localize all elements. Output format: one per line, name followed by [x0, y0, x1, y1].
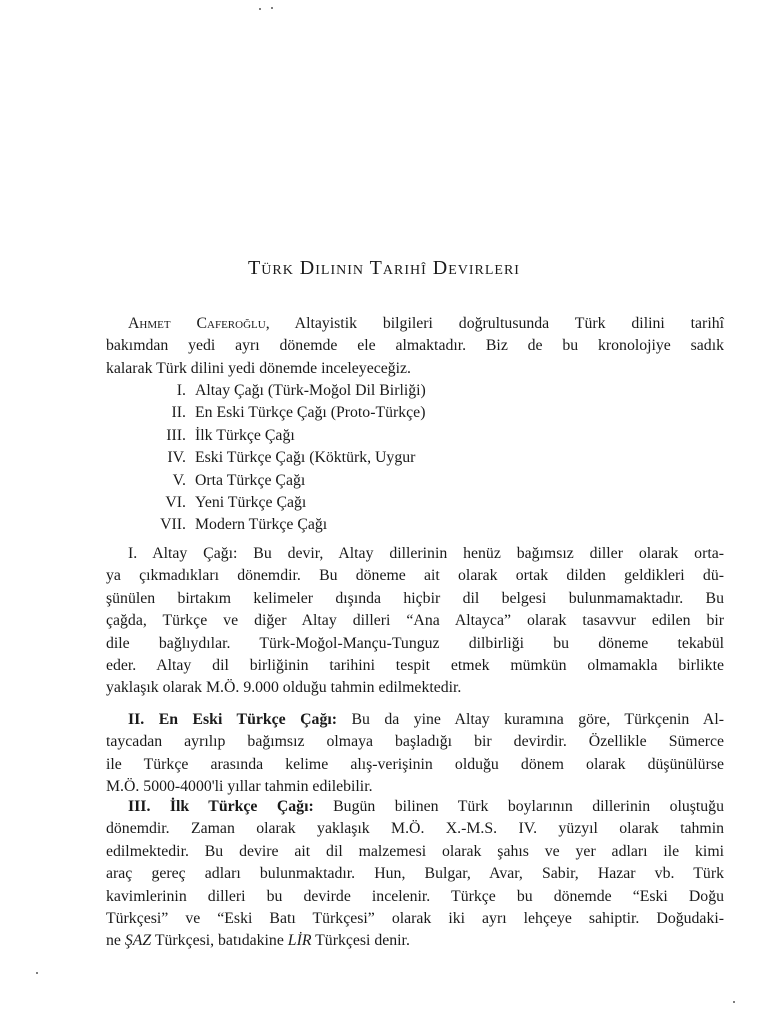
era-item: II. En Eski Türkçe Çağı (Proto-Türkçe)	[171, 404, 426, 422]
term-lir: LİR	[287, 932, 312, 950]
paragraph-line: ne ŞAZ Türkçesi, batıdakine LİR Türkçesi denir.	[106, 932, 410, 950]
paragraph-line: dile bağlıydılar. Türk-Moğol-Mançu-Tunguz dilbirliği bu döneme tekabül	[106, 634, 724, 652]
scan-speck	[259, 8, 261, 10]
section-en-eski-paragraph	[106, 709, 724, 799]
paragraph-line: ile Türkçe arasında kelime alış-verişinin olduğu dönem olarak düşünülürse	[106, 755, 724, 773]
era-item: I. Altay Çağı (Türk-Moğol Dil Birliği)	[176, 382, 426, 399]
intro-line: Ahmet Caferoğlu, Altayistik bilgileri doğrultusunda Türk dilini tarihî	[128, 315, 724, 332]
author-name: Ahmet Caferoğlu	[128, 315, 266, 332]
section-altay-paragraph	[106, 543, 724, 700]
paragraph-line: ya çıkmadıkları dönemdir. Bu döneme ait olarak ortak dilden geldikleri dü-	[106, 567, 724, 585]
paragraph-line: kavimlerinin dilleri bu devirde incelenir. Türkçe bu dönemde “Eski Doğu	[106, 887, 724, 905]
era-item: III. İlk Türkçe Çağı	[166, 426, 295, 444]
paragraph-line: yaklaşık olarak M.Ö. 9.000 olduğu tahmin edilmektedir.	[106, 679, 462, 697]
paragraph-line: III. İlk Türkçe Çağı: Bugün bilinen Türk boylarının dillerinin oluştuğu	[128, 798, 724, 815]
paragraph-line: I. Altay Çağı: Bu devir, Altay dillerinin henüz bağımsız diller olarak orta-	[128, 545, 724, 562]
intro-paragraph	[106, 313, 724, 380]
section-heading: II. En Eski Türkçe Çağı:	[128, 711, 337, 728]
paragraph-line: dönemdir. Zaman olarak yaklaşık M.Ö. X.-M.S. IV. yüzyıl olarak tahmin	[106, 820, 724, 838]
scan-speck	[733, 1001, 735, 1003]
era-item: V. Orta Türkçe Çağı	[172, 471, 306, 489]
section-heading: I. Altay Çağı:	[128, 545, 238, 562]
era-item: IV. Eski Türkçe Çağı (Köktürk, Uygur	[167, 449, 416, 467]
section-ilk-paragraph	[106, 796, 724, 953]
paragraph-line: eder. Altay dil birliğinin tarihini tespit etmek mümkün olmamakla birlikte	[106, 657, 724, 675]
paragraph-line: çağda, Türkçe ve diğer Altay dilleri “Ana Altayca” olarak tasavvur edilen bir	[106, 612, 724, 630]
paragraph-line: taycadan ayrılıp bağımsız olmaya başladığı bir devirdir. Özellikle Sümerce	[106, 733, 724, 751]
era-item: VI. Yeni Türkçe Çağı	[165, 494, 307, 512]
intro-line: bakımdan yedi ayrı dönemde ele almaktadır. Biz de bu kronolojiye sadık	[106, 337, 724, 355]
scan-speck	[271, 7, 273, 9]
term-saz: ŞAZ	[124, 932, 152, 950]
page-title: Türk Dilinin Tarihî Devirleri	[248, 257, 520, 279]
paragraph-line: şünülen birtakım kelimeler dışında hiçbir dil belgesi bulunmamaktadır. Bu	[106, 589, 724, 607]
era-list	[136, 380, 426, 537]
paragraph-line: Türkçesi” ve “Eski Batı Türkçesi” olarak iki ayrı lehçeye sahiptir. Doğudaki-	[106, 910, 724, 928]
intro-line: kalarak Türk dilini yedi dönemde inceleyeceğiz.	[106, 359, 411, 377]
paragraph-line: araç gereç adları bulunmaktadır. Hun, Bulgar, Avar, Sabir, Hazar vb. Türk	[106, 865, 724, 883]
paragraph-line: edilmektedir. Bu devire ait dil malzemesi olarak şahıs ve yer adları ile kimi	[106, 842, 724, 860]
section-heading: III. İlk Türkçe Çağı:	[128, 798, 314, 815]
era-item: VII. Modern Türkçe Çağı	[160, 516, 328, 534]
paragraph-line: II. En Eski Türkçe Çağı: Bu da yine Altay kuramına göre, Türkçenin Al-	[128, 711, 724, 728]
paragraph-line: M.Ö. 5000-4000'li yıllar tahmin edilebilir.	[106, 778, 373, 796]
scan-speck	[36, 972, 38, 974]
